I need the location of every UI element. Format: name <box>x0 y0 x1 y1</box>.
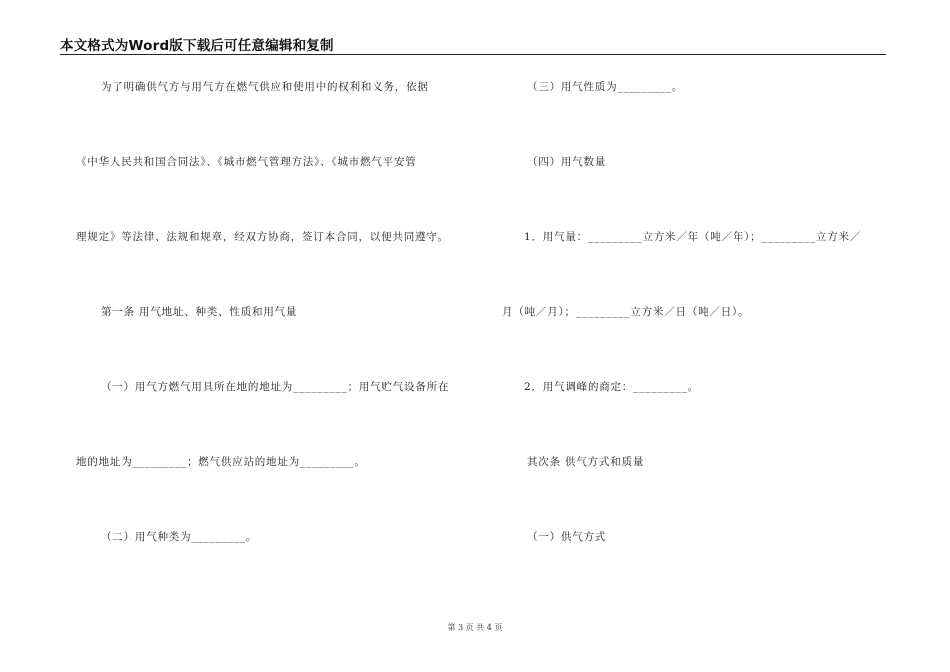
right-line-6-article-heading: 其次条 供气方式和质量 <box>527 456 645 468</box>
left-line-5: （一）用气方燃气用具所在地的地址为_________；用气贮气设备所在 <box>101 381 450 393</box>
left-line-1: 为了明确供气方与用气方在燃气供应和使用中的权利和义务，依据 <box>101 81 429 93</box>
right-line-5: 2．用气调峰的商定：_________。 <box>524 381 699 393</box>
page-number: 第 3 页 共 4 页 <box>447 623 503 632</box>
left-line-7: （二）用气种类为_________。 <box>101 531 258 543</box>
right-line-7: （一）供气方式 <box>527 531 607 543</box>
right-line-2: （四）用气数量 <box>527 156 607 168</box>
left-line-6: 地的地址为_________；燃气供应站的地址为_________。 <box>76 456 366 468</box>
left-line-4-article-heading: 第一条 用气地址、种类、性质和用气量 <box>101 306 298 318</box>
left-line-2: 《中华人民共和国合同法》、《城市燃气管理方法》、《城市燃气平安管 <box>76 156 417 168</box>
right-line-1: （三）用气性质为_________。 <box>527 81 684 93</box>
page-header <box>60 34 886 55</box>
right-line-3: 1．用气量：_________立方米／年（吨／年）；_________立方米／ <box>524 231 862 243</box>
left-line-3: 理规定》等法律、法规和规章，经双方协商，签订本合同，以便共同遵守。 <box>76 231 449 243</box>
right-line-4: 月（吨／月）；_________立方米／日（吨／日）。 <box>502 306 750 318</box>
header-title: 本文格式为Word版下载后可任意编辑和复制 <box>60 38 334 54</box>
